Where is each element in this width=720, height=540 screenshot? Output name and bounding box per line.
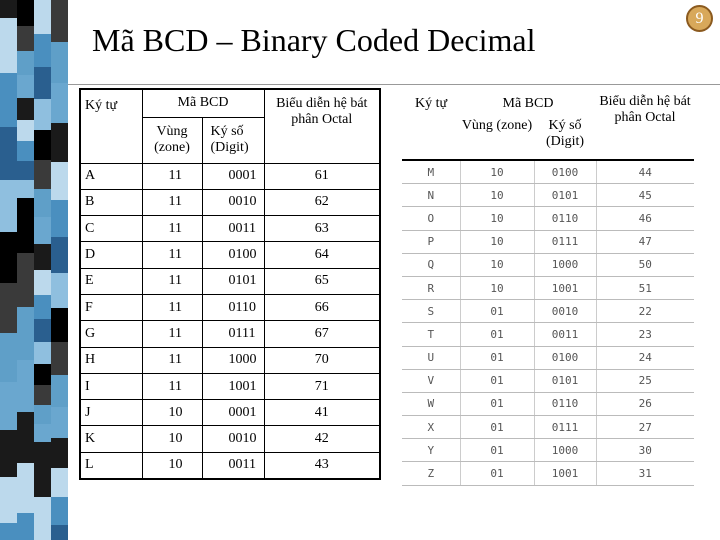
header-bcd: Mã BCD [142, 89, 264, 117]
digit-cell: 0111 [202, 321, 264, 347]
char-cell: J [80, 400, 142, 426]
char-cell: W [402, 392, 460, 415]
digit-cell: 0001 [202, 163, 264, 189]
char-cell: Q [402, 253, 460, 276]
char-cell: R [402, 276, 460, 299]
digit-cell: 0101 [202, 268, 264, 294]
char-cell: N [402, 184, 460, 207]
decorative-stripe [0, 0, 68, 540]
table-row [80, 242, 380, 268]
digit-cell: 0110 [534, 392, 596, 415]
table-row [402, 392, 694, 415]
octal-cell: 43 [264, 452, 380, 479]
digit-cell: 0110 [202, 294, 264, 320]
digit-cell: 1001 [534, 462, 596, 485]
digit-cell: 0010 [202, 426, 264, 452]
digit-cell: 0110 [534, 207, 596, 230]
octal-cell: 63 [264, 216, 380, 242]
table-row [80, 321, 380, 347]
octal-cell: 27 [596, 416, 694, 439]
table-row [80, 426, 380, 452]
octal-cell: 67 [264, 321, 380, 347]
digit-cell: 0011 [202, 216, 264, 242]
digit-cell: 0010 [534, 300, 596, 323]
octal-cell: 23 [596, 323, 694, 346]
octal-cell: 70 [264, 347, 380, 373]
zone-cell: 10 [460, 230, 534, 253]
table-row [80, 163, 380, 189]
digit-cell: 0001 [202, 400, 264, 426]
char-cell: B [80, 189, 142, 215]
zone-cell: 11 [142, 242, 202, 268]
zone-cell: 01 [460, 416, 534, 439]
octal-cell: 66 [264, 294, 380, 320]
zone-cell: 11 [142, 294, 202, 320]
header-digit: Ký số (Digit) [545, 118, 585, 149]
slide-title: Mã BCD – Binary Coded Decimal [92, 22, 536, 58]
table-row [402, 276, 694, 299]
octal-cell: 31 [596, 462, 694, 485]
zone-cell: 11 [142, 189, 202, 215]
octal-cell: 64 [264, 242, 380, 268]
zone-cell: 10 [142, 426, 202, 452]
octal-cell: 47 [596, 230, 694, 253]
table-row [402, 416, 694, 439]
digit-cell: 0010 [202, 189, 264, 215]
table-row [80, 373, 380, 399]
octal-cell: 41 [264, 400, 380, 426]
char-cell: Z [402, 462, 460, 485]
table-row [402, 369, 694, 392]
char-cell: C [80, 216, 142, 242]
digit-cell: 0100 [534, 346, 596, 369]
digit-cell: 0101 [534, 184, 596, 207]
zone-cell: 01 [460, 323, 534, 346]
table-row [402, 462, 694, 485]
char-cell: K [80, 426, 142, 452]
zone-cell: 10 [142, 452, 202, 479]
table-row [402, 160, 694, 184]
digit-cell: 0111 [534, 230, 596, 253]
table-row [402, 323, 694, 346]
zone-cell: 10 [460, 276, 534, 299]
char-cell: A [80, 163, 142, 189]
char-cell: E [80, 268, 142, 294]
zone-cell: 11 [142, 163, 202, 189]
digit-cell: 0111 [534, 416, 596, 439]
char-cell: V [402, 369, 460, 392]
octal-cell: 44 [596, 160, 694, 184]
digit-cell: 0011 [534, 323, 596, 346]
octal-cell: 42 [264, 426, 380, 452]
char-cell: D [80, 242, 142, 268]
zone-cell: 11 [142, 268, 202, 294]
table-row [402, 300, 694, 323]
header-zone: Vùng (zone) [142, 117, 202, 163]
header-zone: Vùng (zone) [461, 118, 533, 133]
zone-cell: 01 [460, 369, 534, 392]
zone-cell: 10 [142, 400, 202, 426]
char-cell: T [402, 323, 460, 346]
table-row [80, 347, 380, 373]
octal-cell: 45 [596, 184, 694, 207]
table-row [80, 294, 380, 320]
char-cell: G [80, 321, 142, 347]
char-cell: F [80, 294, 142, 320]
char-cell: I [80, 373, 142, 399]
zone-cell: 10 [460, 253, 534, 276]
digit-cell: 1001 [534, 276, 596, 299]
octal-cell: 46 [596, 207, 694, 230]
bcd-table-right [402, 88, 694, 486]
table-row [402, 253, 694, 276]
table-row [80, 216, 380, 242]
octal-cell: 71 [264, 373, 380, 399]
zone-cell: 01 [460, 462, 534, 485]
zone-cell: 01 [460, 392, 534, 415]
digit-cell: 0101 [534, 369, 596, 392]
octal-cell: 61 [264, 163, 380, 189]
char-cell: S [402, 300, 460, 323]
table-row [80, 189, 380, 215]
octal-cell: 50 [596, 253, 694, 276]
digit-cell: 1000 [534, 439, 596, 462]
zone-cell: 11 [142, 216, 202, 242]
octal-cell: 51 [596, 276, 694, 299]
zone-cell: 10 [460, 207, 534, 230]
header-octal: Biểu diễn hệ bát phân Octal [596, 88, 694, 160]
digit-cell: 1001 [202, 373, 264, 399]
table-row [80, 268, 380, 294]
octal-cell: 30 [596, 439, 694, 462]
page-number-badge: 9 [686, 5, 713, 32]
zone-cell: 01 [460, 439, 534, 462]
header-char: Ký tự [80, 89, 142, 163]
table-row [402, 230, 694, 253]
octal-cell: 65 [264, 268, 380, 294]
zone-cell: 01 [460, 346, 534, 369]
digit-cell: 0100 [202, 242, 264, 268]
table-row [402, 346, 694, 369]
char-cell: Y [402, 439, 460, 462]
octal-cell: 26 [596, 392, 694, 415]
zone-cell: 11 [142, 321, 202, 347]
zone-cell: 10 [460, 184, 534, 207]
digit-cell: 0011 [202, 452, 264, 479]
digit-cell: 1000 [534, 253, 596, 276]
zone-cell: 01 [460, 300, 534, 323]
header-bcd: Mã BCD [502, 96, 554, 111]
bcd-table-left [79, 88, 381, 480]
header-char: Ký tự [402, 88, 460, 160]
char-cell: P [402, 230, 460, 253]
header-octal: Biểu diễn hệ bát phân Octal [264, 89, 380, 163]
digit-cell: 0100 [534, 160, 596, 184]
table-row [402, 207, 694, 230]
octal-cell: 62 [264, 189, 380, 215]
table-row [80, 400, 380, 426]
char-cell: U [402, 346, 460, 369]
table-row [80, 452, 380, 479]
table-row [402, 439, 694, 462]
zone-cell: 11 [142, 373, 202, 399]
header-bcd-group [460, 88, 596, 160]
zone-cell: 11 [142, 347, 202, 373]
octal-cell: 24 [596, 346, 694, 369]
table-row [402, 184, 694, 207]
char-cell: O [402, 207, 460, 230]
octal-cell: 25 [596, 369, 694, 392]
digit-cell: 1000 [202, 347, 264, 373]
zone-cell: 10 [460, 160, 534, 184]
header-digit: Ký số (Digit) [202, 117, 264, 163]
title-divider [68, 84, 720, 85]
char-cell: L [80, 452, 142, 479]
octal-cell: 22 [596, 300, 694, 323]
char-cell: X [402, 416, 460, 439]
char-cell: H [80, 347, 142, 373]
char-cell: M [402, 160, 460, 184]
